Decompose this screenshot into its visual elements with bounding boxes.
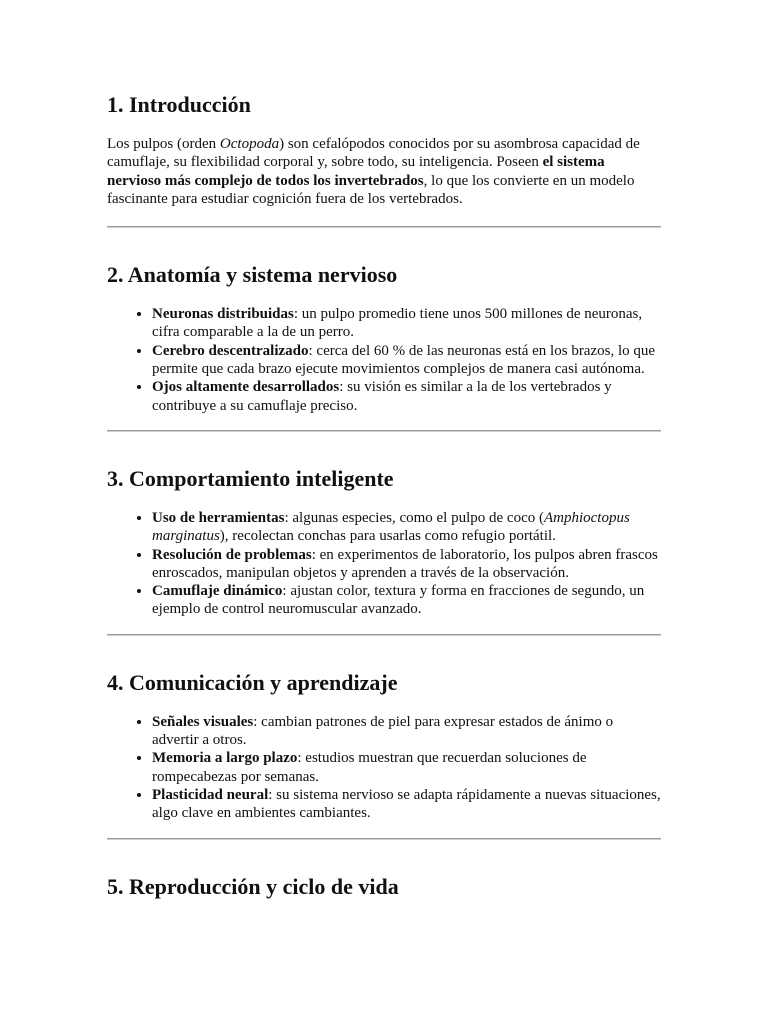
intro-paragraph (107, 135, 661, 208)
text-segment: , lo que los convierte en un modelo fascinante para estudiar cognición fuera de los vertebrados. (107, 172, 635, 207)
section-heading: 4. Comunicación y aprendizaje (107, 669, 398, 695)
item-label: Neuronas distribuidas (152, 306, 294, 323)
item-text: : su sistema nervioso se adapta rápidamente a nuevas situaciones, algo clave en ambientes cambiantes. (152, 786, 661, 822)
section-heading: 2. Anatomía y sistema nervioso (107, 262, 398, 288)
italic-species-name: Amphioctopus marginatus (152, 509, 630, 545)
document-content (107, 92, 661, 900)
horizontal-divider (107, 430, 661, 432)
item-label: Resolución de problemas (152, 546, 312, 563)
section-anatomia (107, 262, 661, 432)
item-text: : algunas especies, como el pulpo de coco ( (284, 509, 544, 526)
item-text: : cerca del 60 % de las neuronas está en los brazos, lo que permite que cada brazo ejecute movimientos complejos de manera casi autónoma. (152, 342, 656, 378)
list-item (152, 546, 661, 583)
item-text: ), recolectan conchas para usarlas como refugio portátil. (219, 528, 556, 545)
item-text: : estudios muestran que recuerdan soluciones de rompecabezas por semanas. (152, 750, 587, 785)
section-heading: 5. Reproducción y ciclo de vida (107, 873, 399, 899)
list-item (152, 509, 661, 546)
list-item (152, 713, 661, 750)
list-item (152, 786, 661, 823)
item-label: Ojos altamente desarrollados (152, 379, 340, 396)
section-comportamiento (107, 466, 661, 636)
list-item (152, 378, 661, 415)
item-label: Camuflaje dinámico (152, 583, 283, 600)
bullet-list (107, 305, 661, 415)
list-item (152, 305, 661, 342)
text-segment: ) son cefalópodos conocidos por su asombrosa capacidad de camuflaje, su flexibilidad corporal y, sobre todo, su inteligencia. Poseen (107, 136, 640, 171)
list-item (152, 342, 661, 379)
item-label: Uso de herramientas (152, 509, 285, 526)
italic-term: Octopoda (219, 136, 280, 152)
item-text: : su visión es similar a la de los vertebrados y contribuye a su camuflaje preciso. (152, 379, 612, 414)
horizontal-divider (107, 226, 661, 228)
section-comunicacion (107, 670, 661, 840)
item-label: Cerebro descentralizado (152, 342, 309, 359)
horizontal-divider (107, 838, 661, 840)
item-label: Plasticidad neural (152, 786, 269, 803)
bold-emphasis: el sistema nervioso más complejo de todos los invertebrados (107, 154, 605, 189)
item-text: : un pulpo promedio tiene unos 500 millones de neuronas, cifra comparable a la de un perro. (152, 306, 643, 341)
item-label: Señales visuales (152, 713, 254, 730)
bullet-list (107, 713, 661, 823)
horizontal-divider (107, 634, 661, 636)
text-segment: Los pulpos (orden (107, 136, 220, 152)
item-label: Memoria a largo plazo (152, 750, 298, 767)
item-text: : ajustan color, textura y forma en fracciones de segundo, un ejemplo de control neuromuscular avanzado. (152, 583, 645, 618)
bullet-list (107, 509, 661, 619)
section-introduccion (107, 92, 661, 228)
section-reproduccion (107, 874, 661, 900)
item-text: : cambian patrones de piel para expresar estados de ánimo o advertir a otros. (152, 713, 614, 749)
section-heading: 3. Comportamiento inteligente (107, 465, 394, 491)
list-item (152, 582, 661, 619)
section-heading: 1. Introducción (107, 92, 251, 117)
list-item (152, 749, 661, 786)
item-text: : en experimentos de laboratorio, los pulpos abren frascos enroscados, manipulan objetos y aprenden a través de la observación. (152, 546, 658, 581)
